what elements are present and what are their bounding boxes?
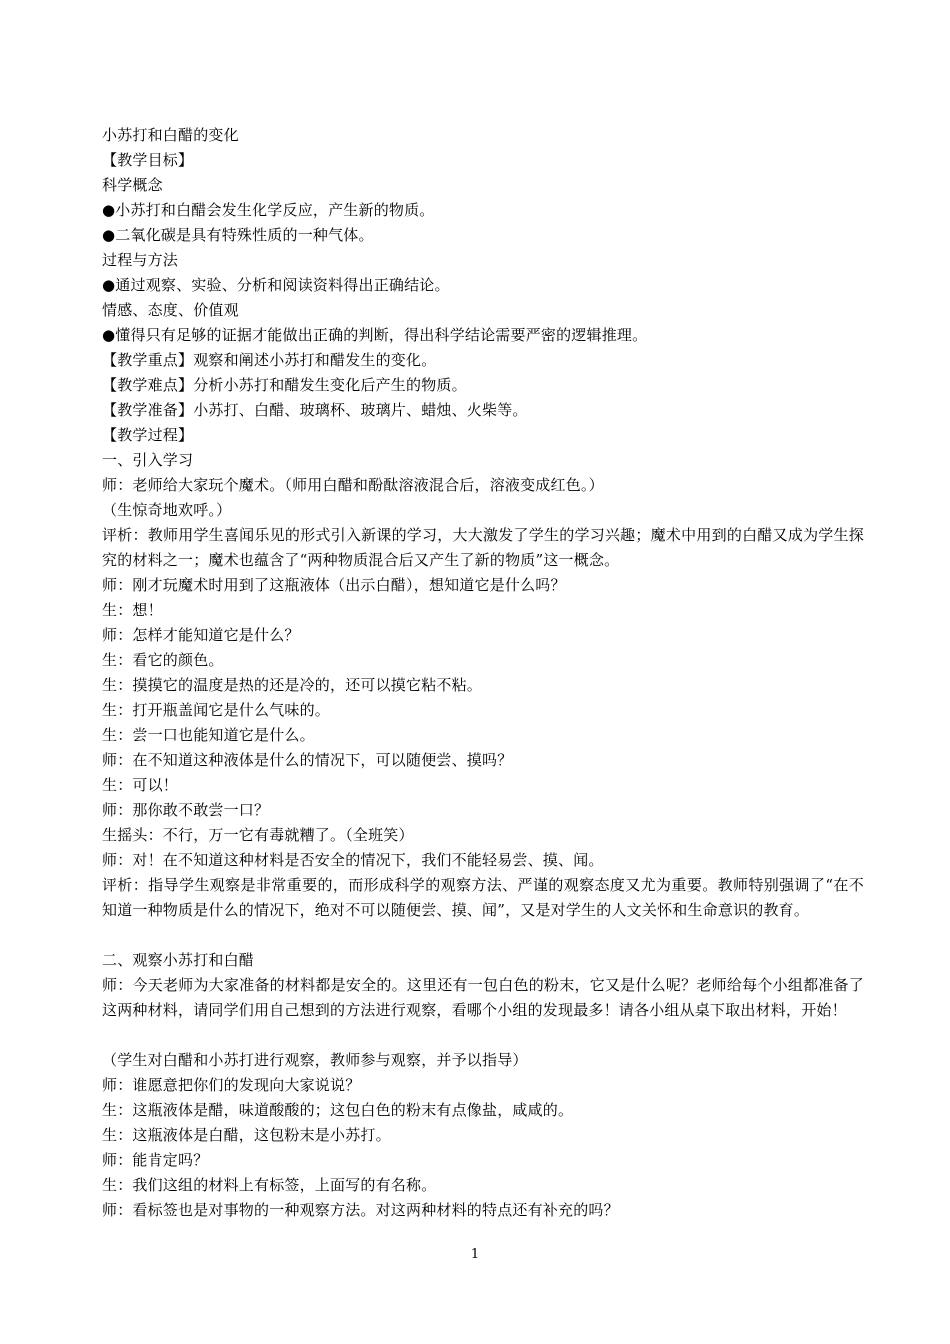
commentary-paragraph: 评析：教师用学生喜闻乐见的形式引入新课的学习，大大激发了学生的学习兴趣；魔术中用到的白醋又成为学生探究的材料之一；魔术也蕴含了“两种物质混合后又产生了新的物质”这一概念。	[102, 526, 864, 569]
teaching-difficulty: 【教学难点】分析小苏打和醋发生变化后产生的物质。	[102, 376, 467, 394]
dialogue-line: 师：老师给大家玩个魔术。（师用白醋和酚酞溶液混合后，溶液变成红色。）	[102, 476, 604, 494]
dialogue-line: 生：我们这组的材料上有标签，上面写的有名称。	[102, 1176, 437, 1194]
dialogue-line: 生：打开瓶盖闻它是什么气味的。	[102, 701, 331, 719]
dialogue-line: 生：这瓶液体是白醋，这包粉末是小苏打。	[102, 1126, 391, 1144]
document-title: 小苏打和白醋的变化	[102, 126, 239, 144]
dialogue-line: 师：刚才玩魔术时用到了这瓶液体（出示白醋），想知道它是什么吗？	[102, 576, 566, 594]
page-number: 1	[470, 1247, 480, 1262]
dialogue-line: 师：那你敢不敢尝一口？	[102, 801, 270, 819]
dialogue-paragraph: 师：今天老师为大家准备的材料都是安全的。这里还有一包白色的粉末，它又是什么呢？老师给每个小组都准备了这两种材料，请同学们用自己想到的方法进行观察，看哪个小组的发现最多！请各小组从桌下取出材料，开始！	[102, 976, 864, 1019]
subheading-observation: 二、观察小苏打和白醋	[102, 951, 255, 969]
bullet-item: ●二氧化碳是具有特殊性质的一种气体。	[102, 226, 374, 244]
subheading-science-concepts: 科学概念	[102, 176, 163, 194]
teaching-preparation: 【教学准备】小苏打、白醋、玻璃杯、玻璃片、蜡烛、火柴等。	[102, 401, 528, 419]
dialogue-line: 生摇头：不行，万一它有毒就糟了。（全班笑）	[102, 826, 414, 844]
section-heading-objectives: 【教学目标】	[102, 151, 194, 169]
subheading-process-methods: 过程与方法	[102, 251, 179, 269]
section-heading-process: 【教学过程】	[102, 426, 194, 444]
bullet-item: ●小苏打和白醋会发生化学反应，产生新的物质。	[102, 201, 435, 219]
commentary-paragraph: 评析：指导学生观察是非常重要的，而形成科学的观察方法、严谨的观察态度又尤为重要。教师特别强调了“在不知道一种物质是什么的情况下，绝对不可以随便尝、摸、闻”，又是对学生的人文关怀和生命意识的教育。	[102, 876, 864, 919]
bullet-item: ●通过观察、实验、分析和阅读资料得出正确结论。	[102, 276, 450, 294]
dialogue-line: 师：怎样才能知道它是什么？	[102, 626, 300, 644]
dialogue-line: 师：看标签也是对事物的一种观察方法。对这两种材料的特点还有补充的吗？	[102, 1201, 619, 1219]
teaching-focus: 【教学重点】观察和阐述小苏打和醋发生的变化。	[102, 351, 437, 369]
stage-direction: （学生对白醋和小苏打进行观察，教师参与观察，并予以指导）	[102, 1051, 528, 1069]
dialogue-line: 师：对！在不知道这种材料是否安全的情况下，我们不能轻易尝、摸、闻。	[102, 851, 604, 869]
dialogue-line: 生：尝一口也能知道它是什么。	[102, 726, 315, 744]
subheading-attitudes: 情感、态度、价值观	[102, 301, 239, 319]
dialogue-line: 生：想！	[102, 601, 163, 619]
subheading-introduction: 一、引入学习	[102, 451, 194, 469]
dialogue-line: 生：这瓶液体是醋，味道酸酸的；这包白色的粉末有点像盐，咸咸的。	[102, 1101, 574, 1119]
dialogue-line: 师：谁愿意把你们的发现向大家说说？	[102, 1076, 361, 1094]
dialogue-line: 生：摸摸它的温度是热的还是冷的，还可以摸它粘不粘。	[102, 676, 483, 694]
stage-direction: （生惊奇地欢呼。）	[102, 501, 232, 519]
dialogue-line: 师：能肯定吗？	[102, 1151, 209, 1169]
bullet-item: ●懂得只有足够的证据才能做出正确的判断，得出科学结论需要严密的逻辑推理。	[102, 326, 648, 344]
dialogue-line: 生：可以！	[102, 776, 179, 794]
dialogue-line: 生：看它的颜色。	[102, 651, 224, 669]
document-body	[102, 123, 864, 1223]
dialogue-line: 师：在不知道这种液体是什么的情况下，可以随便尝、摸吗？	[102, 751, 513, 769]
